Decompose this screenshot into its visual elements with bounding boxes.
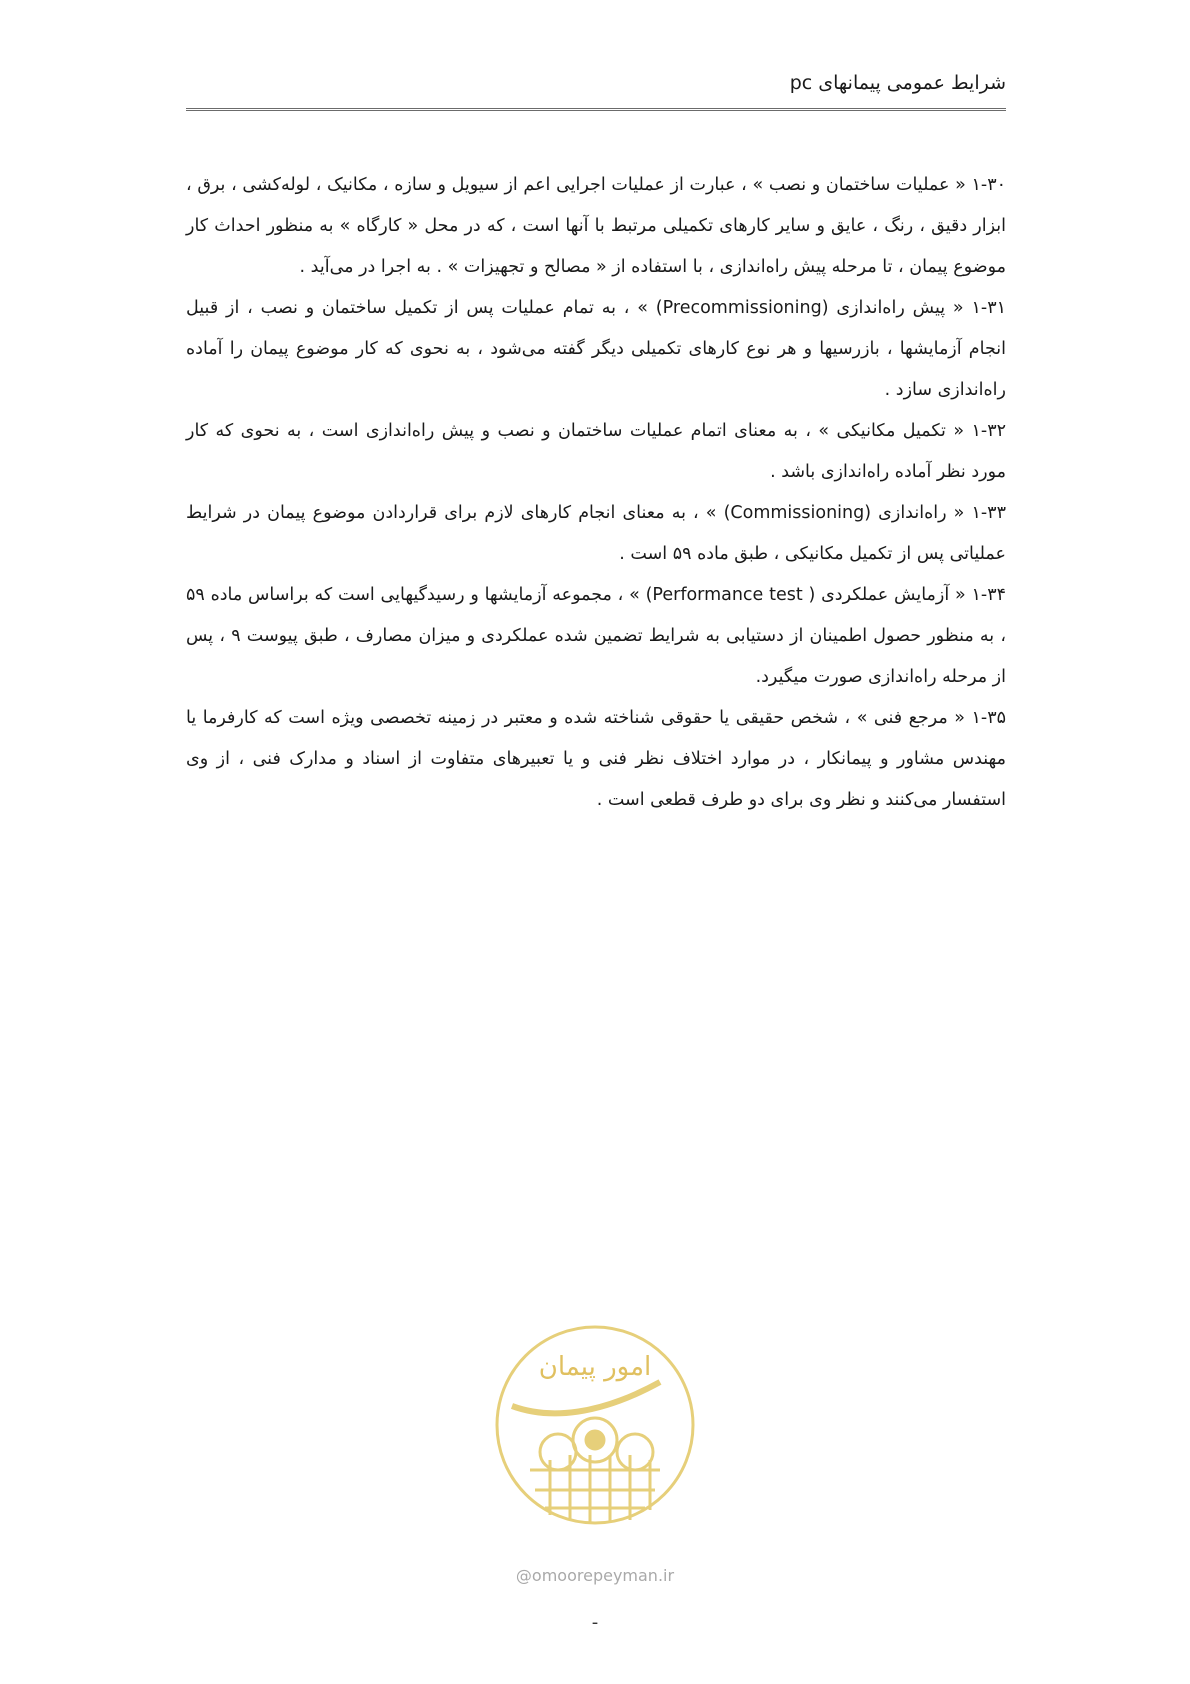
definition-33: ۱-۳۳ « راه‌اندازی (Commissioning) » ، به معنای انجام کارهای لازم برای قراردادن موضوع پیمان در شرایط عملیاتی پس از تکمیل مکانیکی ، طبق ماده ۵۹ است . xyxy=(186,503,1006,564)
page-number: - xyxy=(591,1612,599,1633)
omoor-peyman-seal-icon xyxy=(490,1320,700,1530)
page-header-title: شرایط عمومی پیمانهای pc xyxy=(789,72,1006,94)
watermark-logo xyxy=(490,1320,700,1560)
definition-35: ۱-۳۵ « مرجع فنی » ، شخص حقیقی یا حقوقی شناخته شده و معتبر در زمینه تخصصی ویژه است که کارفرما یا مهندس مشاور و پیمانکار ، در موارد اختلاف نظر فنی و یا تعبیرهای متفاوت از اسناد و مدارک فنی ، از وی استفسار می‌کنند و نظر وی برای دو طرف قطعی است . xyxy=(186,708,1006,810)
definition-30: ۱-۳۰ « عملیات ساختمان و نصب » ، عبارت از عملیات اجرایی اعم از سیویل و سازه ، مکانیک ، لوله‌کشی ، برق ، ابزار دقیق ، رنگ ، عایق و سایر کارهای تکمیلی مرتبط با آنها است ، که در محل « کارگاه » به منظور احداث کار موضوع پیمان ، تا مرحله پیش راه‌اندازی ، با استفاده از « مصالح و تجهیزات » . به اجرا در می‌آید . xyxy=(186,175,1006,277)
definition-31: ۱-۳۱ « پیش راه‌اندازی (Precommissioning) » ، به تمام عملیات پس از تکمیل ساختمان و نصب ، از قبیل انجام آزمایشها ، بازرسیها و هر نوع کارهای تکمیلی دیگر گفته می‌شود ، به نحوی که کار موضوع پیمان را آماده راه‌اندازی سازد . xyxy=(186,298,1006,400)
header-divider xyxy=(186,108,1006,111)
logo-lettering: امور پیمان xyxy=(538,1352,652,1382)
document-body xyxy=(186,165,1006,821)
definition-34: ۱-۳۴ « آزمایش عملکردی ( Performance test) » ، مجموعه آزمایشها و رسیدگیهایی است که براساس ماده ۵۹ ، به منظور حصول اطمینان از دستیابی به شرایط تضمین شده عملکردی و میزان مصارف ، طبق پیوست ۹ ، پس از مرحله راه‌اندازی صورت میگیرد. xyxy=(186,585,1006,687)
definition-32: ۱-۳۲ « تکمیل مکانیکی » ، به معنای اتمام عملیات ساختمان و نصب و پیش راه‌اندازی است ، به نحوی که کار مورد نظر آماده راه‌اندازی باشد . xyxy=(186,421,1006,482)
watermark-caption: @omoorepeyman.ir xyxy=(515,1566,675,1585)
